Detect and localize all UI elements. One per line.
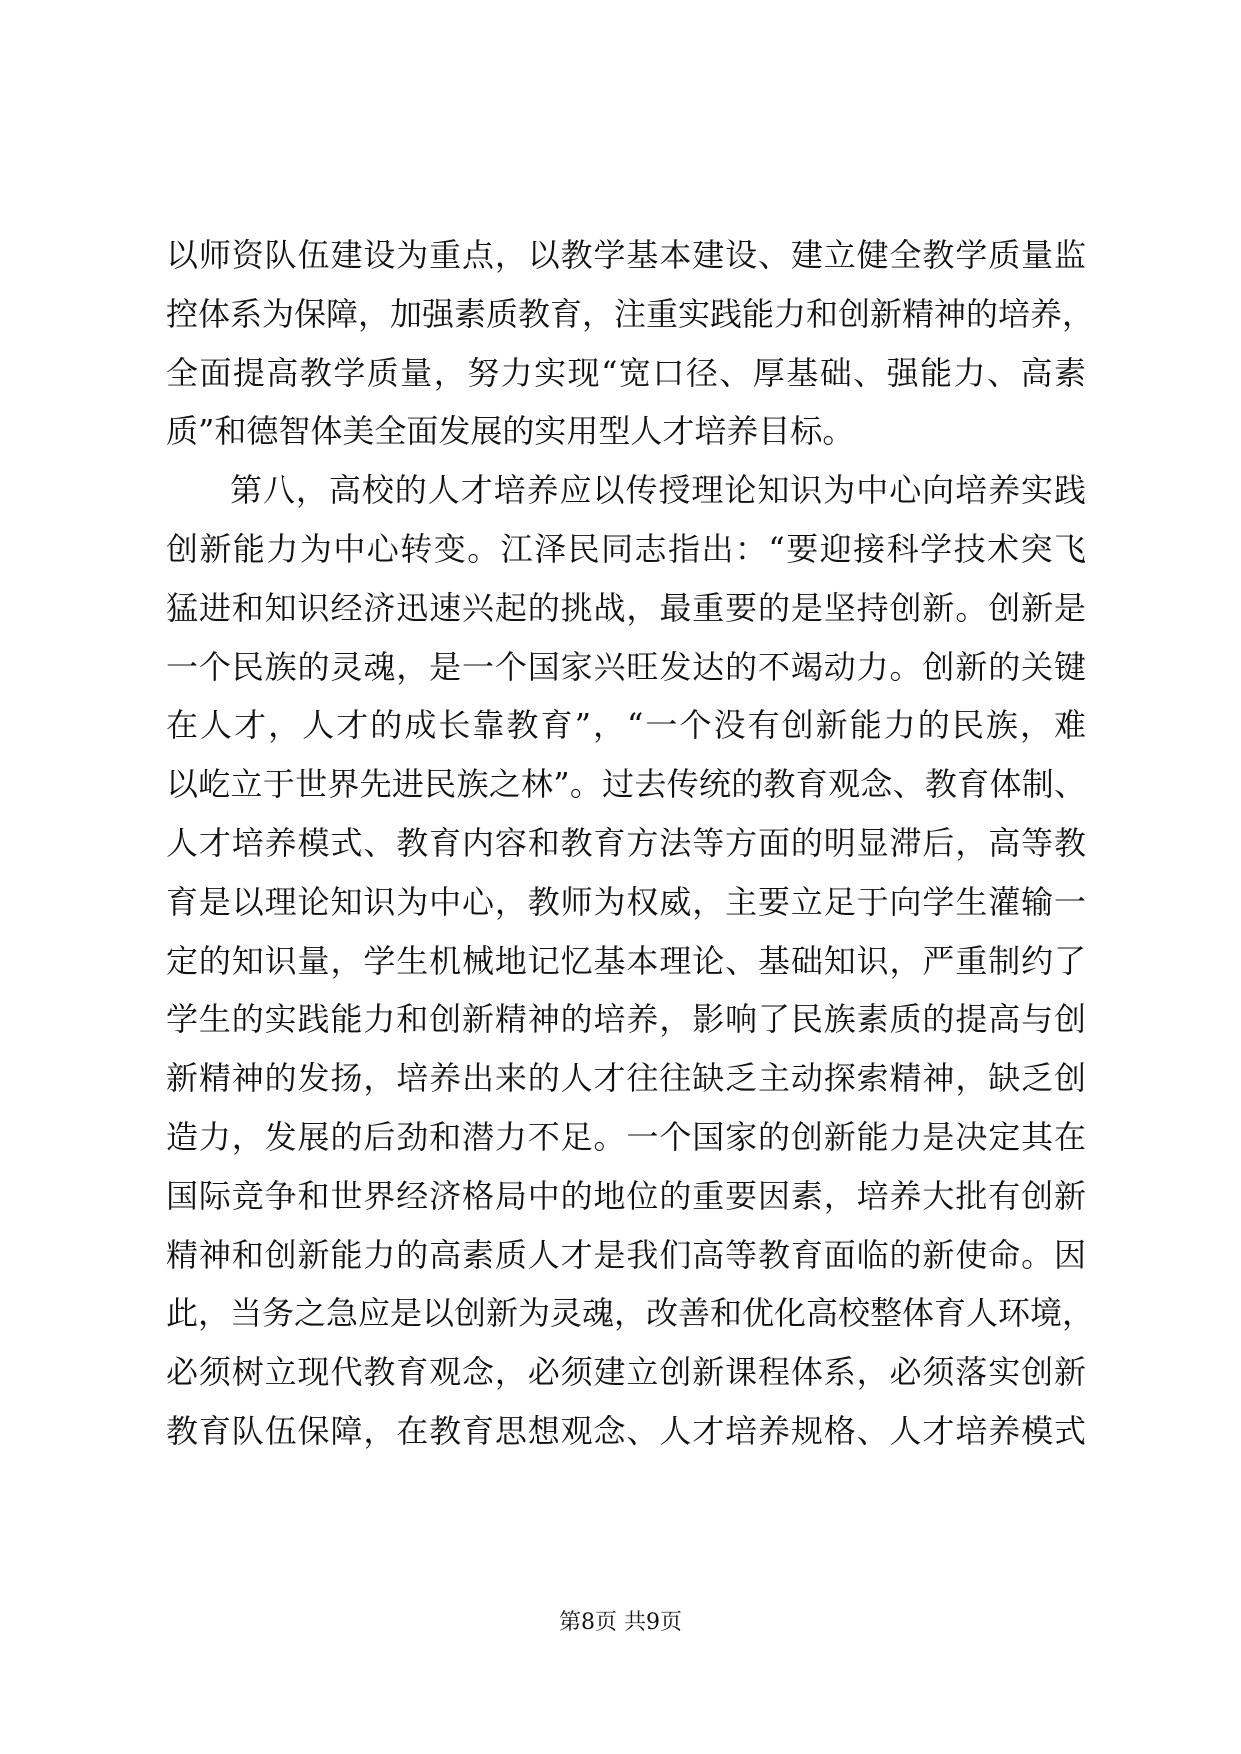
text-line: 全面提高教学质量，努力实现“宽口径、厚基础、强能力、高素 — [166, 353, 1086, 392]
text-line: 国际竞争和世界经济格局中的地位的重要因素，培养大批有创新 — [166, 1176, 1086, 1215]
body-text — [166, 226, 1095, 1461]
text-line: 质”和德智体美全面发展的实用型人才培养目标。 — [166, 412, 855, 451]
text-line: 精神和创新能力的高素质人才是我们高等教育面临的新使命。因 — [166, 1235, 1086, 1274]
text-line: 猛进和知识经济迅速兴起的挑战，最重要的是坚持创新。创新是 — [166, 588, 1086, 627]
text-line: 一个民族的灵魂，是一个国家兴旺发达的不竭动力。创新的关键 — [166, 647, 1086, 686]
text-line: 教育队伍保障，在教育思想观念、人才培养规格、人才培养模式 — [166, 1411, 1086, 1450]
text-line: 育是以理论知识为中心，教师为权威，主要立足于向学生灌输一 — [166, 882, 1086, 921]
text-line: 人才培养模式、教育内容和教育方法等方面的明显滞后，高等教 — [166, 823, 1086, 862]
text-line: 必须树立现代教育观念，必须建立创新课程体系，必须落实创新 — [166, 1353, 1086, 1392]
text-line: 第八，高校的人才培养应以传授理论知识为中心向培养实践 — [230, 471, 1086, 510]
text-line: 新精神的发扬，培养出来的人才往往缺乏主动探索精神，缺乏创 — [166, 1059, 1086, 1098]
page-footer — [0, 1608, 1241, 1638]
text-line: 以师资队伍建设为重点，以教学基本建设、建立健全教学质量监 — [166, 236, 1086, 274]
text-line: 学生的实践能力和创新精神的培养，影响了民族素质的提高与创 — [166, 1000, 1086, 1039]
text-line: 创新能力为中心转变。江泽民同志指出：“要迎接科学技术突飞 — [166, 529, 1086, 568]
text-line: 定的知识量，学生机械地记忆基本理论、基础知识，严重制约了 — [166, 941, 1086, 980]
page-number-label: 第8页 共9页 — [559, 1610, 682, 1635]
text-line: 控体系为保障，加强素质教育，注重实践能力和创新精神的培养， — [166, 294, 1095, 333]
text-line: 以屹立于世界先进民族之林”。过去传统的教育观念、教育体制、 — [166, 765, 1086, 804]
text-line: 此，当务之急应是以创新为灵魂，改善和优化高校整体育人环境， — [166, 1294, 1095, 1333]
text-line: 造力，发展的后劲和潜力不足。一个国家的创新能力是决定其在 — [166, 1117, 1086, 1156]
text-line: 在人才，人才的成长靠教育”，“一个没有创新能力的民族，难 — [166, 706, 1086, 745]
